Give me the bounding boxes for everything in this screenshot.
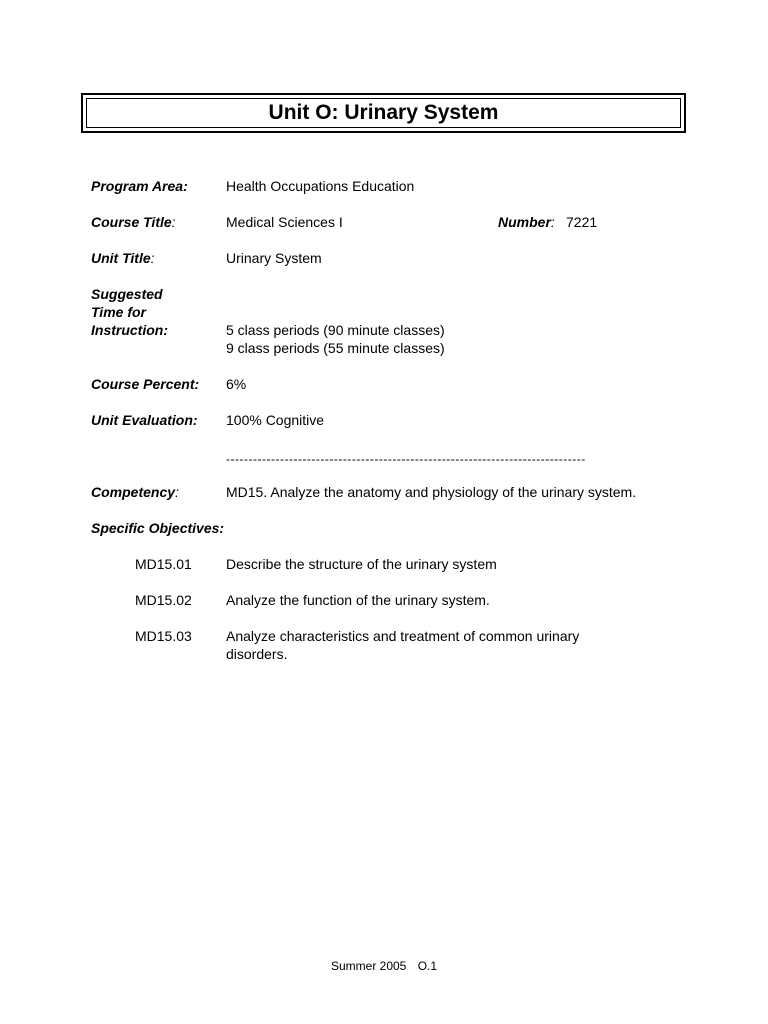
competency-value: MD15. Analyze the anatomy and physiology of the urinary system.	[226, 484, 637, 500]
competency-label: Competency:	[91, 484, 179, 500]
page-footer	[0, 959, 768, 973]
number-label: Number:	[498, 214, 555, 230]
objective-code: MD15.02	[135, 592, 192, 608]
objective-code: MD15.01	[135, 556, 192, 572]
title-box	[81, 93, 686, 133]
objective-code: MD15.03	[135, 628, 192, 644]
page-title: Unit O: Urinary System	[86, 98, 681, 128]
suggested-time-label-line3: Instruction:	[91, 322, 169, 338]
specific-objectives-label: Specific Objectives:	[91, 520, 225, 536]
suggested-time-value-line2: 9 class periods (55 minute classes)	[226, 340, 445, 356]
unit-evaluation-value: 100% Cognitive	[226, 412, 325, 428]
program-area-label: Program Area:	[91, 178, 188, 194]
unit-title-label: Unit Title:	[91, 250, 155, 266]
objective-text-continued: disorders.	[226, 646, 288, 662]
course-title-label: Course Title:	[91, 214, 176, 230]
footer-date: Summer 2005	[330, 959, 407, 973]
suggested-time-label-line1: Suggested	[91, 286, 163, 302]
suggested-time-value-line1: 5 class periods (90 minute classes)	[226, 322, 445, 338]
footer-page-number: O.1	[417, 959, 438, 973]
course-percent-value: 6%	[226, 376, 247, 392]
objective-text: Analyze characteristics and treatment of common urinary	[226, 628, 580, 644]
objective-text: Describe the structure of the urinary system	[226, 556, 497, 572]
number-value: 7221	[566, 214, 598, 230]
course-title-value: Medical Sciences I	[226, 214, 343, 230]
objective-text: Analyze the function of the urinary system.	[226, 592, 490, 608]
course-percent-label: Course Percent:	[91, 376, 200, 392]
dashed-divider: --------------------------------------------------------------------------------	[226, 452, 586, 466]
unit-title-value: Urinary System	[226, 250, 322, 266]
suggested-time-label-line2: Time for	[91, 304, 146, 320]
program-area-value: Health Occupations Education	[226, 178, 415, 194]
unit-evaluation-label: Unit Evaluation:	[91, 412, 198, 428]
